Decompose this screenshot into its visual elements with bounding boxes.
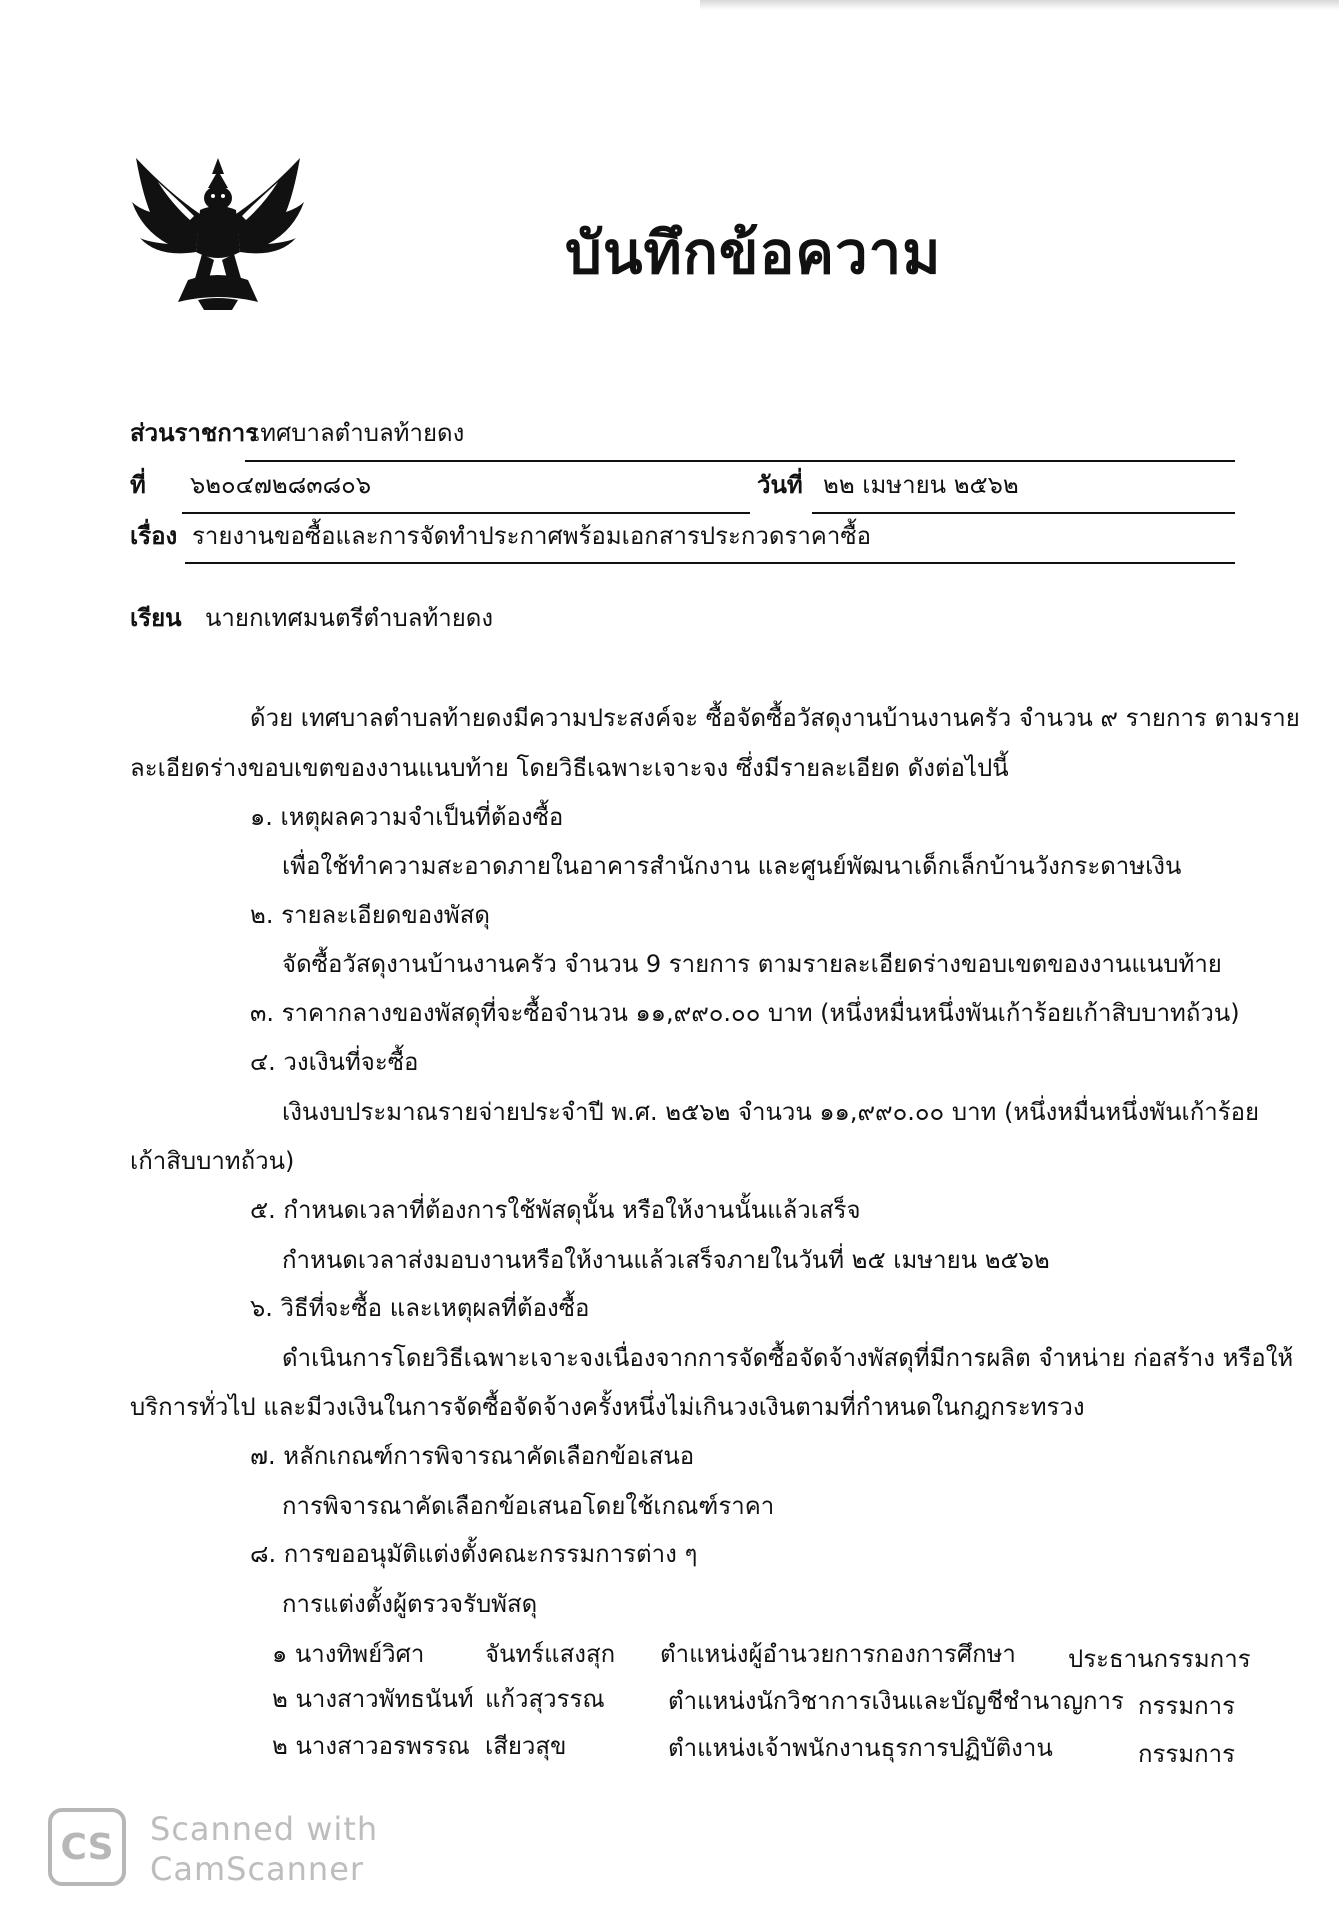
intro-line-2: ละเอียดร่างขอบเขตของงานแนบท้าย โดยวิธีเฉพาะเจาะจง ซึ่งมีรายละเอียด ดังต่อไปนี้ <box>130 754 1009 782</box>
camscanner-logo-text: CS <box>60 1826 114 1868</box>
subject-underline <box>185 562 1235 564</box>
ref-value: ๖๒๐๔๗๒๘๓๘๐๖ <box>190 471 372 499</box>
section-1-heading: ๑. เหตุผลความจำเป็นที่ต้องซื้อ <box>250 803 564 831</box>
section-6-text-line-1: ดำเนินการโดยวิธีเฉพาะเจาะจงเนื่องจากการจัดซื้อจัดจ้างพัสดุที่มีการผลิต จำหน่าย ก่อสร้าง หรือให้ <box>282 1344 1294 1372</box>
date-underline <box>812 512 1235 514</box>
section-7-heading: ๗. หลักเกณฑ์การพิจารณาคัดเลือกข้อเสนอ <box>250 1442 695 1470</box>
watermark-line-2: CamScanner <box>150 1850 365 1888</box>
section-6-text-line-2: บริการทั่วไป และมีวงเงินในการจัดซื้อจัดจ้างครั้งหนึ่งไม่เกินวงเงินตามที่กำหนดในกฎกระทรวง <box>130 1393 1085 1421</box>
committee-row-2-position: ตำแหน่งนักวิชาการเงินและบัญชีชำนาญการ <box>668 1687 1124 1715</box>
committee-row-2-name: ๒ นางสาวพัทธนันท์ <box>272 1685 474 1713</box>
section-5-text: กำหนดเวลาส่งมอบงานหรือให้งานแล้วเสร็จภายในวันที่ ๒๕ เมษายน ๒๕๖๒ <box>282 1246 1050 1274</box>
section-3-heading: ๓. ราคากลางของพัสดุที่จะซื้อจำนวน ๑๑,๙๙๐.๐๐ บาท (หนึ่งหมื่นหนึ่งพันเก้าร้อยเก้าสิบบาทถ้วน) <box>250 999 1240 1027</box>
garuda-emblem-icon <box>128 152 308 312</box>
scan-edge-shadow <box>700 0 1339 10</box>
date-value: ๒๒ เมษายน ๒๕๖๒ <box>823 471 1019 499</box>
committee-row-1-position: ตำแหน่งผู้อำนวยการกองการศึกษา <box>660 1640 1016 1668</box>
committee-row-1-surname: จันทร์แสงสุก <box>485 1640 616 1668</box>
section-4-heading: ๔. วงเงินที่จะซื้อ <box>250 1048 419 1076</box>
committee-row-1-role: ประธานกรรมการ <box>1068 1645 1251 1673</box>
section-5-heading: ๕. กำหนดเวลาที่ต้องการใช้พัสดุนั้น หรือให้งานนั้นแล้วเสร็จ <box>250 1196 861 1224</box>
committee-row-2-role: กรรมการ <box>1138 1692 1236 1720</box>
section-2-heading: ๒. รายละเอียดของพัสดุ <box>250 901 490 929</box>
ref-underline <box>182 512 750 514</box>
section-6-heading: ๖. วิธีที่จะซื้อ และเหตุผลที่ต้องซื้อ <box>250 1294 590 1322</box>
section-8-text: การแต่งตั้งผู้ตรวจรับพัสดุ <box>282 1590 538 1618</box>
subject-value: รายงานขอซื้อและการจัดทำประกาศพร้อมเอกสารประกวดราคาซื้อ <box>192 522 872 550</box>
section-4-text-line-2: เก้าสิบบาทถ้วน) <box>130 1147 295 1175</box>
ref-label: ที่ <box>130 471 146 499</box>
camscanner-logo <box>48 1808 126 1886</box>
watermark-line-1: Scanned with <box>150 1810 379 1848</box>
section-1-text: เพื่อใช้ทำความสะอาดภายในอาคารสำนักงาน และศูนย์พัฒนาเด็กเล็กบ้านวังกระดาษเงิน <box>282 852 1182 880</box>
to-label: เรียน <box>130 604 182 632</box>
section-8-heading: ๘. การขออนุมัติแต่งตั้งคณะกรรมการต่าง ๆ <box>250 1540 698 1568</box>
committee-row-3-surname: เสียวสุข <box>485 1732 567 1760</box>
subject-label: เรื่อง <box>130 522 178 550</box>
committee-row-1-name: ๑ นางทิพย์วิศา <box>272 1640 425 1668</box>
page-title: บันทึกข้อความ <box>565 219 942 287</box>
agency-value: เทศบาลตำบลท้ายดง <box>252 419 465 447</box>
committee-row-2-surname: แก้วสุวรรณ <box>485 1685 605 1713</box>
section-4-text-line-1: เงินงบประมาณรายจ่ายประจำปี พ.ศ. ๒๕๖๒ จำนวน ๑๑,๙๙๐.๐๐ บาท (หนึ่งหมื่นหนึ่งพันเก้าร้อย <box>282 1098 1260 1126</box>
date-label: วันที่ <box>757 471 803 499</box>
committee-row-3-name: ๒ นางสาวอรพรรณ <box>272 1732 470 1760</box>
committee-row-3-position: ตำแหน่งเจ้าพนักงานธุรการปฏิบัติงาน <box>668 1734 1053 1762</box>
agency-underline <box>245 460 1235 462</box>
section-2-text: จัดซื้อวัสดุงานบ้านงานครัว จำนวน 9 รายการ ตามรายละเอียดร่างขอบเขตของงานแนบท้าย <box>282 950 1222 978</box>
committee-row-3-role: กรรมการ <box>1138 1740 1236 1768</box>
intro-line-1: ด้วย เทศบาลตำบลท้ายดงมีความประสงค์จะ ซื้อจัดซื้อวัสดุงานบ้านงานครัว จำนวน ๙ รายการ ตามราย <box>250 704 1300 732</box>
section-7-text: การพิจารณาคัดเลือกข้อเสนอโดยใช้เกณฑ์ราคา <box>282 1492 775 1520</box>
agency-label: ส่วนราชการ <box>130 419 259 447</box>
to-value: นายกเทศมนตรีตำบลท้ายดง <box>205 604 494 632</box>
